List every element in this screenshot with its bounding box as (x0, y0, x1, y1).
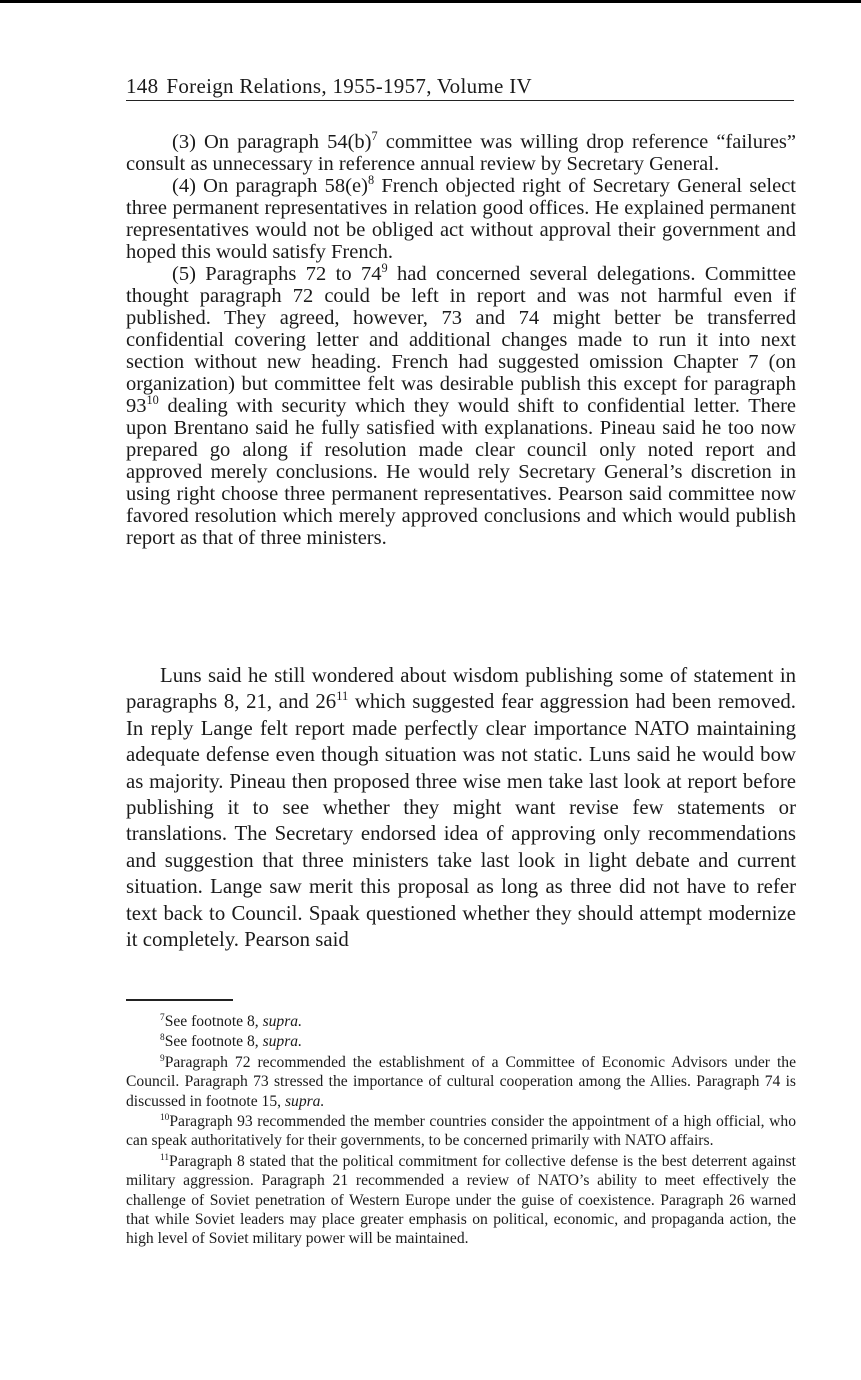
footnote-divider (126, 999, 233, 1001)
running-header (126, 74, 794, 101)
item-paragraph-5: (5) Paragraphs 72 to $74^9$ had concerned several delegations. Committee thought paragraph 72 could be left in report and was not harmful even if published. They agreed, however, 73 and 74 might better be transferred confidential covering letter and additional changes made to run it into next section without new heading. French had suggested omission Chapter 7 (on organization) but committee felt was desirable publish this except for paragraph $93^{10}$ dealing with security which they would shift to confidential letter. There upon Brentano said he fully satisfied with explanations. Pineau said he too now prepared go along if resolution made clear council only noted report and approved merely conclusions. He would rely Secretary General’s discretion in using right choose three permanent representatives. Pearson said committee now favored resolution which merely approved conclusions and which would publish report as that of three ministers. (126, 261, 796, 549)
footnotes (126, 1012, 796, 1250)
top-border-rule (0, 0, 861, 3)
footnote-9: $^9$Paragraph 72 recommended the establishment of a Committee of Economic Advisors under the Council. Paragraph 73 stressed the importance of cultural cooperation among the Allies. Paragraph 74 is discussed in footnote 15, supra. (126, 1053, 796, 1110)
footnote-10: $^{10}$Paragraph 93 recommended the member countries consider the appointment of a high official, who can speak authoritatively for their governments, to be concerned primarily with NATO affairs. (126, 1112, 796, 1150)
item-paragraph-4: (4) On paragraph $58(e)^8$ French objected right of Secretary General select three permanent representatives in relation good offices. He explained permanent representatives would not be obliged act without approval their government and hoped this would satisfy French. (126, 173, 796, 263)
footnote-11: $^{11}$Paragraph 8 stated that the political commitment for collective defense is the best deterrent against military aggression. Paragraph 21 recommended a review of NATO’s ability to meet effectively the challenge of Soviet penetration of Western Europe under the guise of coexistence. Paragraph 26 warned that while Soviet leaders may place greater emphasis on political, economic, and propaganda action, the high level of Soviet military power will be maintained. (126, 1152, 796, 1248)
body-text (126, 663, 796, 953)
footnote-ref-8: 8 (367, 173, 375, 188)
footnote-8: $^8$See footnote 8, supra. (160, 1033, 302, 1051)
running-title: Foreign Relations, 1955-1957, Volume IV (166, 74, 532, 98)
body-paragraph: Luns said he still wondered about wisdom publishing some of statement in paragraphs 8, 21, and $26^{11}$ which suggested fear aggression had been removed. In reply Lange felt report made perfectly clear importance NATO maintaining adequate defense even though situation was not static. Luns said he would bow as majority. Pineau then proposed three wise men take last look at report before publishing it to see whether they might want revise few statements or translations. The Secretary endorsed idea of approving only recommendations and suggestion that three ministers take last look in light debate and current situation. Lange saw merit this proposal as long as three did not have to refer text back to Council. Spaak questioned whether they should attempt modernize it completely. Pearson said (126, 664, 796, 952)
numbered-items (126, 131, 796, 549)
item-paragraph-3: (3) On paragraph $54(b)^7$ committee was willing drop reference “failures” consult as unnecessary in reference annual review by Secretary General. (126, 129, 796, 175)
footnote-ref-10: 10 (146, 393, 159, 408)
footnote-ref-7: 7 (371, 129, 378, 144)
footnote-ref-11: 11 (336, 689, 349, 704)
page-number: 148 (126, 74, 159, 98)
footnote-ref-9: 9 (381, 261, 388, 276)
footnote-7: $^7$See footnote 8, supra. (160, 1012, 302, 1030)
